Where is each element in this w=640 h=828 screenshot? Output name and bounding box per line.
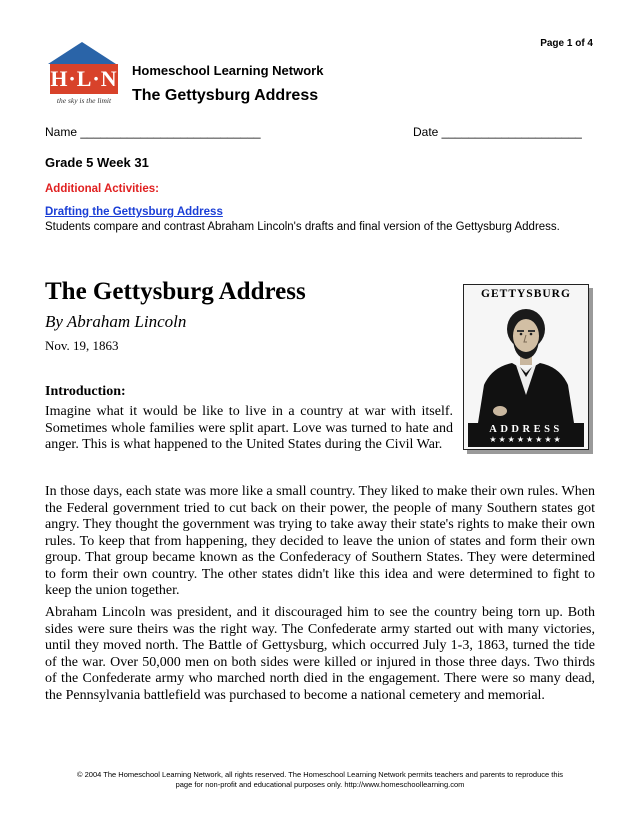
org-name: Homeschool Learning Network — [132, 63, 324, 78]
logo-roof-shape — [48, 42, 116, 64]
activity-description: Students compare and contrast Abraham Lincoln's drafts and final version of the Gettysburg Address. — [45, 221, 560, 233]
paragraph: In those days, each state was more like a small country. They liked to make their own rules. When the Federal government tried to cut back on their power, the people of many Southern states got angry. They thought the government was trying to take away their state's rights to make their own rules. To keep that from happening, they decided to leave the union of states and form their own group. That group became known as the Confederacy of Southern States. They were determined to form their own country. The other states didn't like this idea and were determined to fight to keep the union together. — [45, 484, 595, 598]
poster-top-text: GETTYSBURG — [481, 288, 571, 300]
hln-logo — [44, 42, 122, 108]
doc-title: The Gettysburg Address — [132, 87, 319, 104]
name-field: Name ___________________________ — [45, 125, 261, 139]
poster-stars: ★★★★★★★★ — [489, 435, 563, 444]
logo-letters: H·L·N — [50, 64, 118, 94]
poster-bottom-banner — [468, 423, 584, 447]
grade-week: Grade 5 Week 31 — [45, 155, 149, 170]
activity-link[interactable]: Drafting the Gettysburg Address — [45, 206, 223, 218]
footer-line-2: page for non-profit and educational purposes only. http://www.homeschoollearning.com — [175, 780, 465, 789]
byline: By Abraham Lincoln — [45, 312, 187, 331]
additional-activities-heading: Additional Activities: — [45, 183, 159, 195]
paragraph: Imagine what it would be like to live in a country at war with itself. Sometimes whole families were split apart. Love was turned to hate and anger. This is what happened to the United States during the Civil War. — [45, 404, 453, 452]
date-field: Date _____________________ — [413, 125, 582, 139]
paragraph: Abraham Lincoln was president, and it discouraged him to see the country being torn up. Both sides were sure theirs was the right way. The Confederate army started out with many victories, until they moved north. The Battle of Gettysburg, which occurred July 1-3, 1863, turned the tide of the war. Over 50,000 men on both sides were killed or injured in those three days. Two thirds of the Confederate army who marched north died in the engagement. There were so many dead, the Pennsylvania battlefield was purchased to become a national cemetery and memorial. — [45, 605, 595, 703]
page-indicator: Page 1 of 4 — [540, 38, 593, 49]
poster-bottom-text: ADDRESS — [489, 424, 563, 435]
intro-heading: Introduction: — [45, 384, 126, 399]
footer-copyright — [40, 770, 600, 790]
speech-date: Nov. 19, 1863 — [45, 338, 119, 353]
article-title: The Gettysburg Address — [45, 278, 306, 305]
lincoln-portrait-illustration — [470, 305, 582, 423]
logo-tagline: the sky is the limit — [56, 96, 112, 105]
gettysburg-poster-image — [463, 284, 589, 450]
footer-line-1: © 2004 The Homeschool Learning Network, all rights reserved. The Homeschool Learning Network permits teachers and parents to reproduce this — [77, 770, 563, 779]
